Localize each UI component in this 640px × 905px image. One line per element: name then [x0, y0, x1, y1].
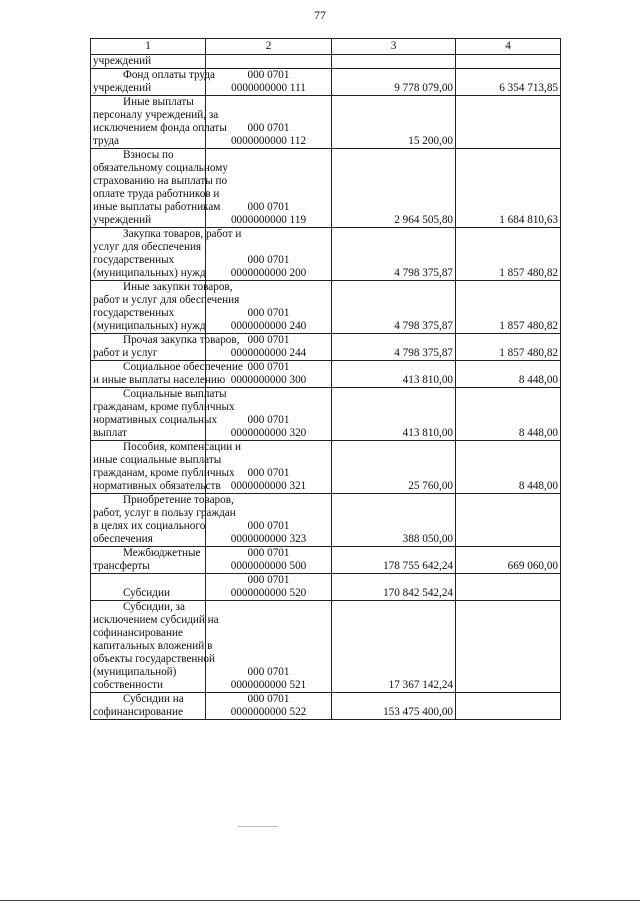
table-row [91, 693, 561, 720]
table-row [91, 149, 561, 228]
row-code-line: 0000000000 244 [230, 347, 307, 359]
row-value-col4 [456, 55, 561, 69]
row-code-line: 000 0701 [247, 201, 290, 213]
table-body [91, 55, 561, 720]
row-value-col3: 413 810,00 [332, 388, 456, 441]
row-name-line: капитальных вложений в [93, 640, 213, 652]
row-value-col3: 170 842 542,24 [332, 574, 456, 601]
row-code-cell [206, 693, 332, 720]
row-code-line: 0000000000 112 [230, 135, 307, 147]
row-name-line: нормативных социальных [93, 414, 218, 426]
table-row [91, 55, 561, 69]
row-code-line: 0000000000 119 [230, 214, 307, 226]
table-row [91, 494, 561, 547]
row-name-line: (муниципальных) нужд [93, 267, 206, 279]
row-value-col4: 669 060,00 [456, 547, 561, 574]
row-name-line: Иные закупки товаров, [123, 281, 233, 293]
row-name-cell [91, 361, 243, 388]
row-value-col3: 17 367 142,24 [332, 601, 456, 693]
table-row [91, 388, 561, 441]
row-code-line: 0000000000 111 [231, 82, 306, 94]
row-name-line: Субсидии [123, 587, 170, 599]
row-value-col3: 25 760,00 [332, 441, 456, 494]
row-name-cell [91, 441, 242, 494]
row-name-cell [91, 55, 206, 69]
row-name-line: Социальные выплаты [123, 388, 227, 400]
table-row [91, 441, 561, 494]
row-name-line: иные социальные выплаты [93, 454, 222, 466]
row-code-cell [206, 574, 332, 601]
row-value-col3: 9 778 079,00 [332, 69, 456, 96]
row-name-line: выплат [93, 427, 127, 439]
row-name-line: гражданам, кроме публичных [93, 401, 235, 413]
table-row [91, 69, 561, 96]
row-value-col3: 2 964 505,80 [332, 149, 456, 228]
row-code-line: 000 0701 [247, 693, 290, 705]
row-value-col4 [456, 601, 561, 693]
row-code-line: 000 0701 [247, 547, 290, 559]
row-value-col4 [456, 96, 561, 149]
table-row [91, 601, 561, 693]
row-code-line: 000 0701 [247, 307, 290, 319]
row-code-line: 0000000000 240 [230, 320, 307, 332]
row-name-line: и иные выплаты населению [93, 374, 226, 386]
row-value-col4 [456, 693, 561, 720]
page-number: 77 [314, 8, 326, 22]
row-name-line: труда [93, 135, 120, 147]
row-name-line: работ и услуг для обеспечения [93, 294, 240, 306]
row-name-line: трансферты [93, 560, 150, 572]
row-name-line: Закупка товаров, работ и [123, 228, 242, 240]
row-value-col4 [456, 494, 561, 547]
row-code-line: 000 0701 [247, 254, 290, 266]
table-row [91, 361, 561, 388]
row-name-line: Межбюджетные [123, 547, 201, 559]
row-name-cell [91, 149, 228, 228]
row-name-cell [91, 334, 240, 361]
row-name-line: исключением субсидий на [93, 614, 219, 626]
table-row [91, 334, 561, 361]
column-header-4: 4 [456, 39, 561, 55]
row-value-col3: 153 475 400,00 [332, 693, 456, 720]
row-name-line: государственных [93, 307, 175, 319]
row-code-line: 0000000000 520 [230, 587, 307, 599]
row-code-cell [206, 55, 332, 69]
column-header-3: 3 [332, 39, 456, 55]
row-name-line: Субсидии на [123, 693, 184, 705]
row-value-col4: 1 857 480,82 [456, 281, 561, 334]
row-code-line: 0000000000 522 [230, 706, 307, 718]
row-code-line: 0000000000 500 [230, 560, 307, 572]
row-code-line: 0000000000 200 [230, 267, 307, 279]
row-name-cell [91, 281, 240, 334]
row-name-line: учреждений [93, 82, 152, 94]
row-value-col3: 15 200,00 [332, 96, 456, 149]
row-code-line: 000 0701 [247, 467, 290, 479]
table-row [91, 228, 561, 281]
table-header-row [91, 39, 561, 55]
row-name-line: объекты государственной [93, 653, 215, 665]
table-row [91, 281, 561, 334]
row-value-col4: 6 354 713,85 [456, 69, 561, 96]
row-name-line: Иные выплаты [123, 96, 194, 108]
row-code-line: 000 0701 [247, 334, 290, 346]
row-name-cell [91, 693, 206, 720]
row-value-col3: 178 755 642,24 [332, 547, 456, 574]
row-value-col3: 388 050,00 [332, 494, 456, 547]
row-value-col3: 413 810,00 [332, 361, 456, 388]
row-name-line: Субсидии, за [123, 601, 185, 613]
row-name-cell [91, 494, 236, 547]
row-code-cell [206, 601, 332, 693]
row-code-line: 000 0701 [247, 122, 290, 134]
table-row [91, 574, 561, 601]
row-code-line: 0000000000 300 [230, 374, 307, 386]
row-name-line: обязательному социальному [93, 162, 228, 174]
page-bottom-edge [0, 900, 640, 901]
row-value-col4: 8 448,00 [456, 441, 561, 494]
row-name-line: Приобретение товаров, [123, 494, 234, 506]
row-code-line: 000 0701 [247, 520, 290, 532]
row-code-line: 000 0701 [247, 69, 290, 81]
row-value-col4: 1 857 480,82 [456, 228, 561, 281]
row-name-line: нормативных обязательств [93, 480, 221, 492]
row-value-col3 [332, 55, 456, 69]
column-header-2: 2 [206, 39, 332, 55]
row-value-col4: 8 448,00 [456, 388, 561, 441]
row-code-cell [206, 69, 332, 96]
row-name-line: Фонд оплаты труда [123, 69, 215, 81]
row-value-col4 [456, 574, 561, 601]
row-code-line: 0000000000 521 [230, 679, 307, 691]
row-name-line: Прочая закупка товаров, [123, 334, 240, 346]
column-header-1: 1 [91, 39, 206, 55]
row-name-line: софинансирование [93, 706, 183, 718]
row-name-line: в целях их социального [93, 520, 206, 532]
row-code-line: 0000000000 321 [230, 480, 307, 492]
row-name-cell [91, 69, 215, 96]
row-code-line: 000 0701 [247, 361, 290, 373]
row-name-line: страхованию на выплаты по [93, 175, 228, 187]
row-value-col4: 8 448,00 [456, 361, 561, 388]
row-code-line: 0000000000 323 [230, 533, 307, 545]
row-code-cell [206, 547, 332, 574]
row-code-line: 000 0701 [247, 414, 290, 426]
row-name-cell [91, 228, 242, 281]
row-name-line: учреждений [93, 214, 152, 226]
row-name-cell [91, 601, 219, 693]
row-name-cell [91, 96, 227, 149]
row-name-line: оплате труда работников и [93, 188, 220, 200]
row-name-line: (муниципальной) [93, 666, 177, 678]
table-row [91, 96, 561, 149]
row-name-line: работ и услуг [93, 347, 158, 359]
row-code-line: 000 0701 [247, 666, 290, 678]
row-value-col3: 4 798 375,87 [332, 228, 456, 281]
row-value-col4: 1 857 480,82 [456, 334, 561, 361]
row-value-col3: 4 798 375,87 [332, 334, 456, 361]
row-name-cell [91, 388, 235, 441]
row-name-line: Взносы по [123, 149, 174, 161]
row-name-line: (муниципальных) нужд [93, 320, 206, 332]
table-row [91, 547, 561, 574]
footer-mark [238, 826, 278, 827]
row-name-line: услуг для обеспечения [93, 241, 202, 253]
row-value-col4: 1 684 810,63 [456, 149, 561, 228]
row-code-line: 000 0701 [247, 574, 290, 586]
row-name-line: исключением фонда оплаты [93, 122, 227, 134]
row-name-line: работ, услуг в пользу граждан [93, 507, 236, 519]
row-name-line: гражданам, кроме публичных [93, 467, 235, 479]
row-name-line: государственных [93, 254, 175, 266]
row-name-cell [91, 574, 206, 601]
row-name-line: софинансирование [93, 627, 183, 639]
row-code-cell [206, 149, 332, 228]
row-name-line: иные выплаты работникам [93, 201, 221, 213]
row-name-line: собственности [93, 679, 163, 691]
row-name-line: обеспечения [93, 533, 153, 545]
row-code-line: 0000000000 320 [230, 427, 307, 439]
budget-table [90, 38, 561, 720]
row-name-line: учреждений [93, 55, 152, 67]
row-value-col3: 4 798 375,87 [332, 281, 456, 334]
row-name-line: персоналу учреждений, за [93, 109, 219, 121]
row-name-line: Пособия, компенсации и [123, 441, 242, 453]
row-name-line: Социальное обеспечение [123, 361, 243, 373]
row-name-cell [91, 547, 206, 574]
